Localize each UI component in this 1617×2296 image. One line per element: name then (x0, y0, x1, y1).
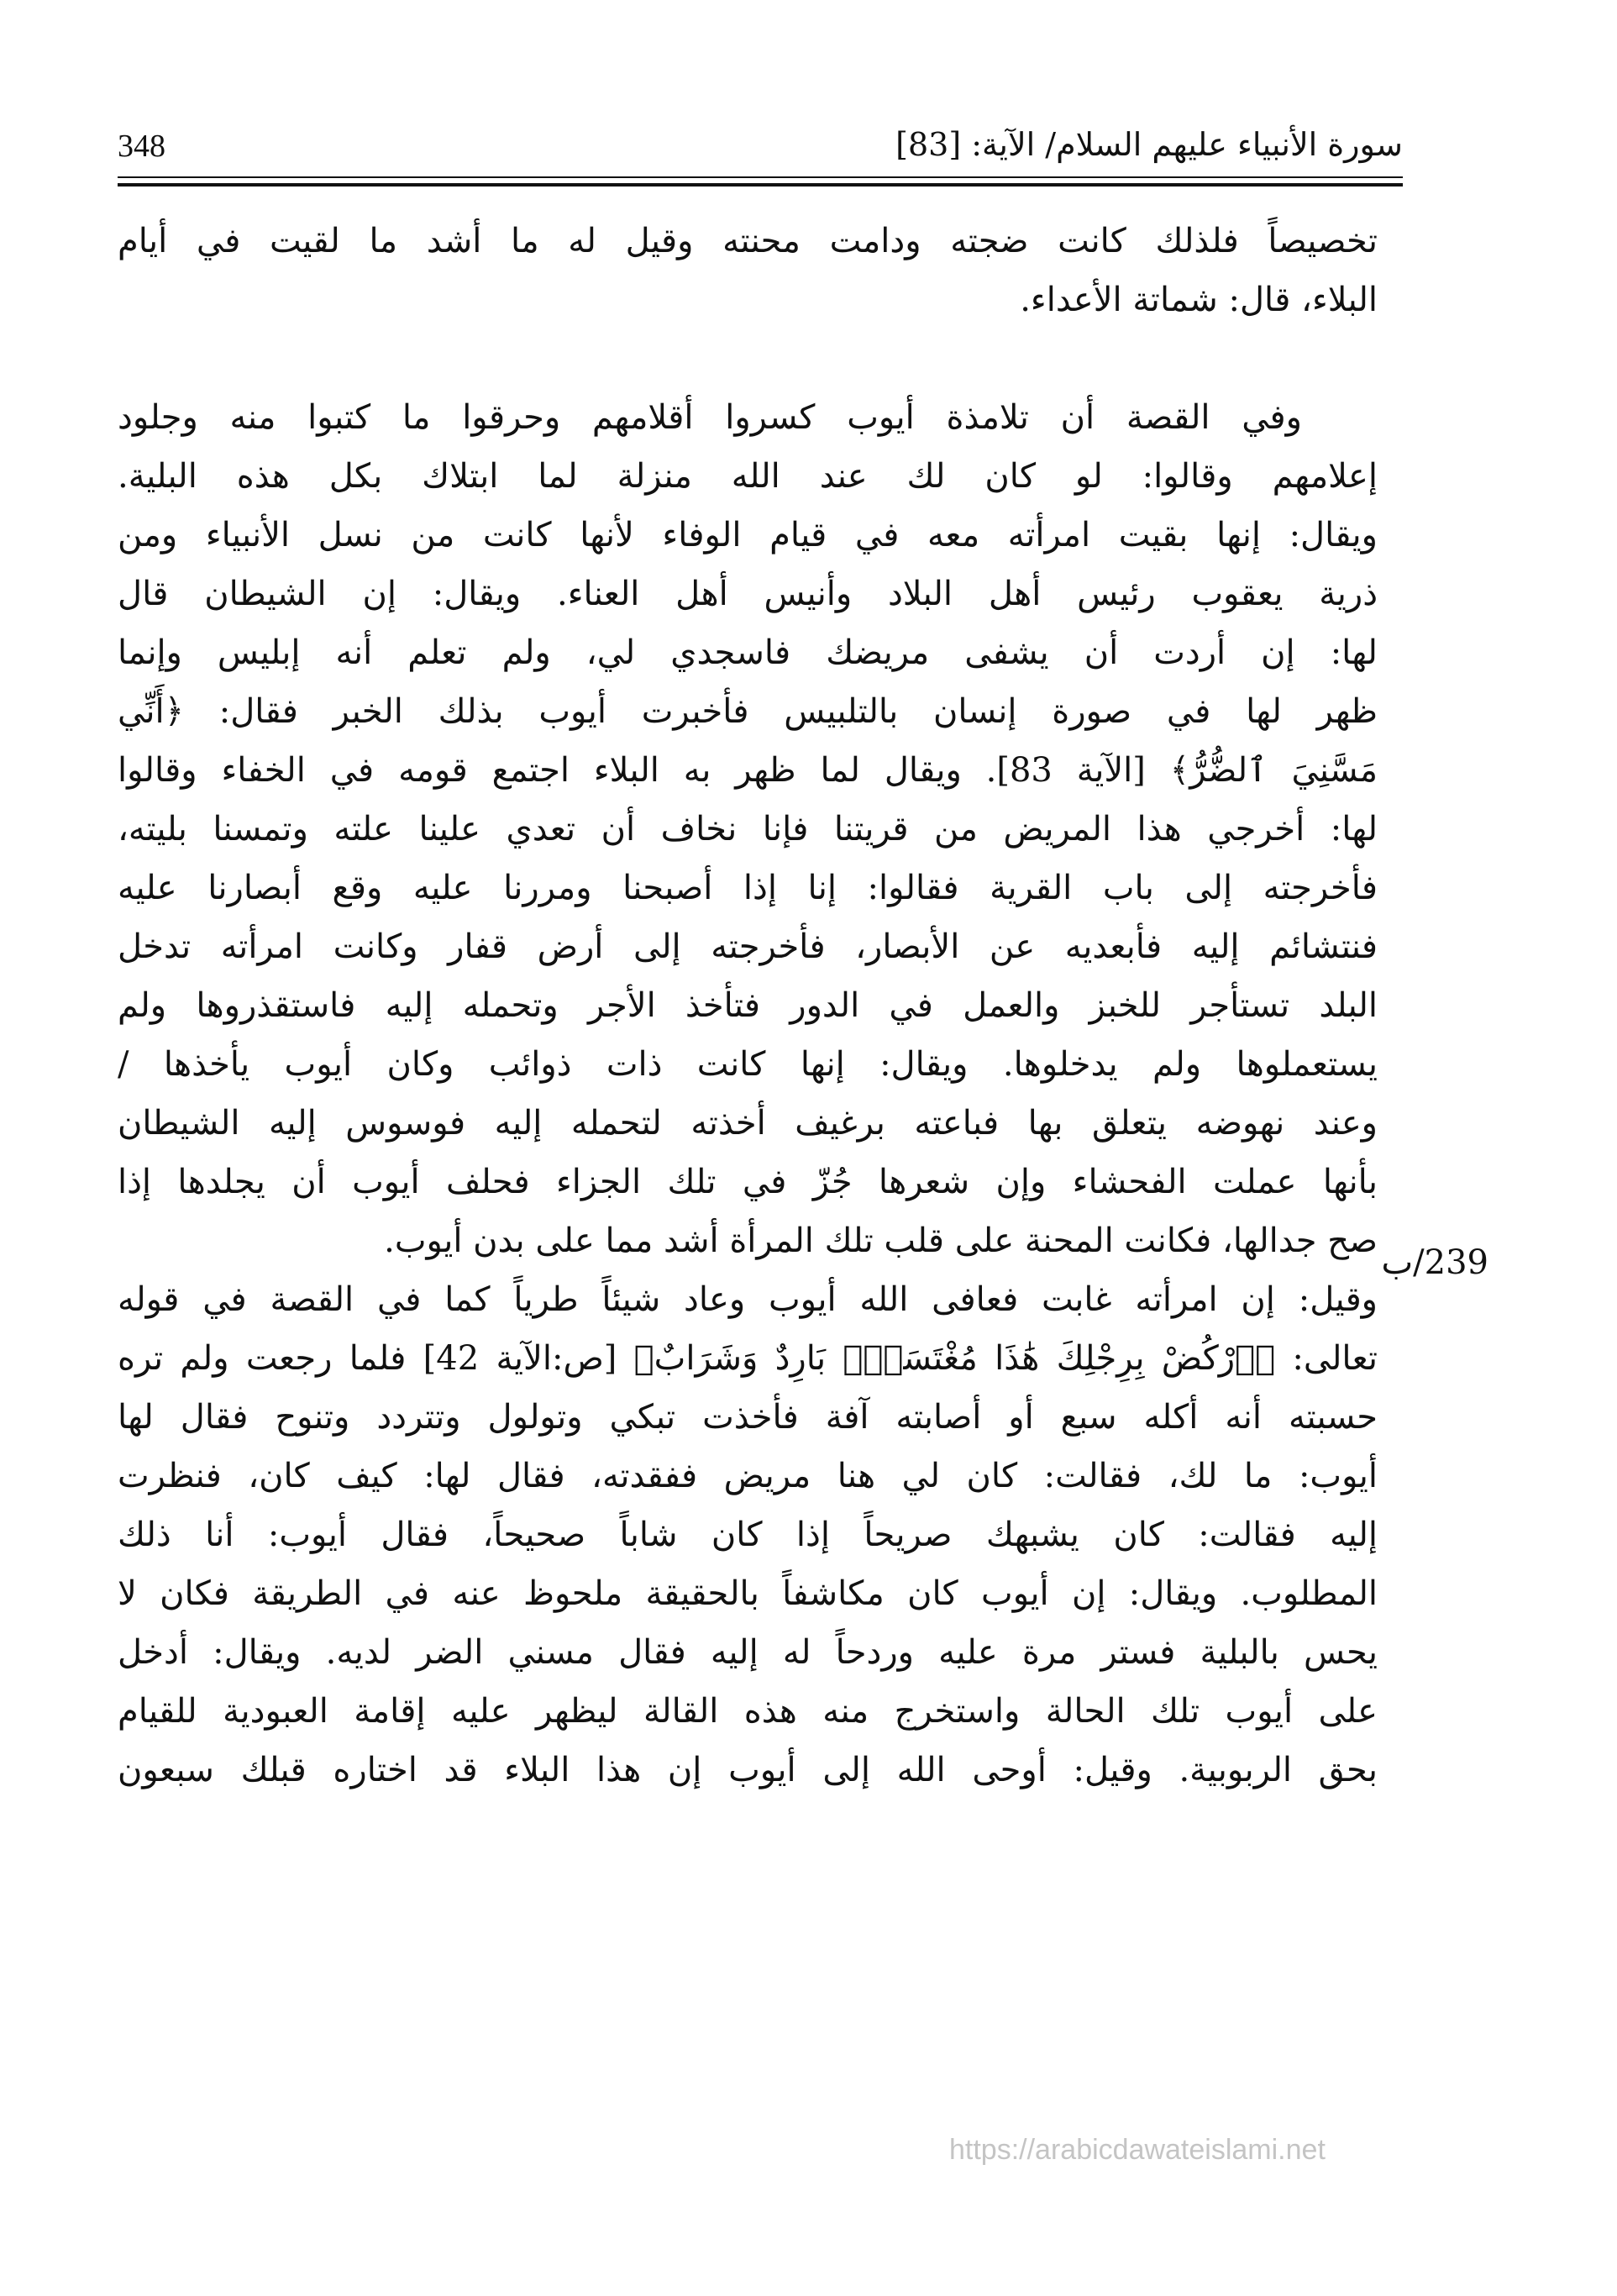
watermark: https://arabicdawateislami.net (949, 2134, 1326, 2166)
text-line: أيوب: ما لك، فقالت: كان لي هنا مريض ففقدته، فقال لها: كيف كان، فنظرت (118, 1457, 1378, 1495)
text-line: ويقال: إنها بقيت امرأته معه في قيام الوفاء لأنها كانت من نسل الأنبياء ومن (118, 516, 1378, 554)
text-line: إعلامهم وقالوا: لو كان لك عند الله منزلة لما ابتلاك بكل هذه البلية. (118, 457, 1378, 496)
text-line: لها: أخرجي هذا المريض من قريتنا فإنا نخاف أن تعدي علينا علته وتمسنا بليته، (118, 810, 1378, 849)
text-line: وفي القصة أن تلامذة أيوب كسروا أقلامهم وحرقوا ما كتبوا منه وجلود (118, 398, 1302, 437)
text-line: حسبته أنه أكله سبع أو أصابته آفة فأخذت تبكي وتولول وتتردد وتنوح فقال لها (118, 1398, 1378, 1437)
text-line: مَسَّنِيَ ٱلضُّرُّ﴾ [الآية 83]. ويقال لما ظهر به البلاء اجتمع قومه في الخفاء وقالوا (118, 751, 1378, 790)
text-line: على أيوب تلك الحالة واستخرج منه هذه القالة ليظهر عليه إقامة العبودية للقيام (118, 1692, 1378, 1731)
folio-margin-note: 239/ب (1381, 1243, 1488, 1282)
paragraph-gap (118, 329, 1378, 388)
text-line: إليه فقالت: كان يشبهك صريحاً إذا كان شاباً صحيحاً، فقال أيوب: أنا ذلك (118, 1516, 1378, 1554)
page-number: 348 (118, 129, 165, 164)
text-line: تخصيصاً فلذلك كانت ضجته ودامت محنته وقيل له ما أشد ما لقيت في أيام (118, 222, 1378, 260)
text-line: ظهر لها في صورة إنسان بالتلبيس فأخبرت أيوب بذلك الخبر فقال: ﴿أَنِّي (118, 692, 1378, 731)
text-line: وعند نهوضه يتعلق بها فباعته برغيف أخذته لتحمله إليه فوسوس إليه الشيطان (118, 1104, 1378, 1143)
page-header (118, 126, 1403, 176)
text-line: فنتشائم إليه فأبعديه عن الأبصار، فأخرجته إلى أرض قفار وكانت امرأته تدخل (118, 927, 1378, 966)
text-line: تعالى: ﴿ٱرْكُضْ بِرِجْلِكَ هَٰذَا مُغْتَسَلٌۢ بَارِدٌ وَشَرَابٌ﴾ [ص:الآية 42] فلما رجعت ولم تره (118, 1339, 1378, 1378)
text-line: ذرية يعقوب رئيس أهل البلاد وأنيس أهل العناء. ويقال: إن الشيطان قال (118, 575, 1378, 613)
header-rule-thin (118, 176, 1403, 178)
text-line: يحس بالبلية فستر مرة عليه وردحاً له إليه فقال مسني الضر لديه. ويقال: أدخل (118, 1633, 1378, 1672)
text-line: وقيل: إن امرأته غابت فعافى الله أيوب وعاد شيئاً طرياً كما في القصة في قوله (118, 1280, 1378, 1319)
text-line: لها: إن أردت أن يشفى مريضك فاسجدي لي، ولم تعلم أنه إبليس وإنما (118, 633, 1378, 672)
text-line: المطلوب. ويقال: إن أيوب كان مكاشفاً بالحقيقة ملحوظ عنه في الطريقة فكان لا (118, 1574, 1378, 1613)
text-line: البلد تستأجر للخبز والعمل في الدور فتأخذ الأجر وتحمله إليه فاستقذروها ولم (118, 986, 1378, 1025)
running-title: سورة الأنبياء عليهم السلام/ الآية: [83] (895, 126, 1403, 163)
text-line: البلاء، قال: شماتة الأعداء. (1020, 281, 1378, 319)
text-line: بأنها عملت الفحشاء وإن شعرها جُزّ في تلك الجزاء فحلف أيوب أن يجلدها إذا (118, 1163, 1378, 1201)
body-text (118, 212, 1378, 1799)
text-line: بحق الربوبية. وقيل: أوحى الله إلى أيوب إن هذا البلاء قد اختاره قبلك سبعون (118, 1751, 1378, 1789)
text-line: صح جدالها، فكانت المحنة على قلب تلك المرأة أشد مما على بدن أيوب. (384, 1222, 1378, 1260)
text-line: يستعملوها ولم يدخلوها. ويقال: إنها كانت ذات ذوائب وكان أيوب يأخذها / (118, 1045, 1378, 1084)
text-line: فأخرجته إلى باب القرية فقالوا: إنا إذا أصبحنا ومررنا عليه وقع أبصارنا عليه (118, 869, 1378, 907)
header-rule-thick (118, 183, 1403, 187)
